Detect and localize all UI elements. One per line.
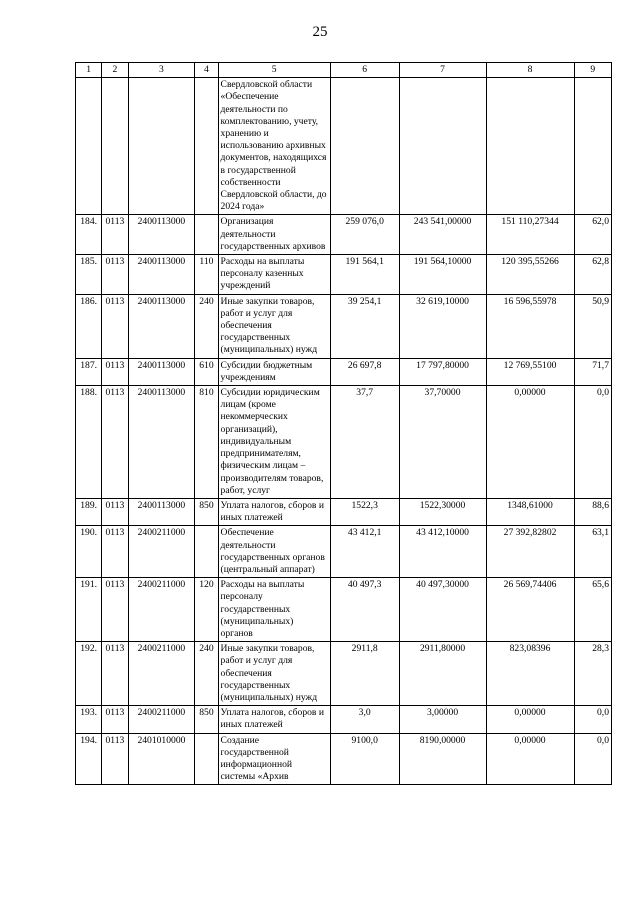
column-header: 8 [486, 63, 574, 78]
section-code-cell: 0113 [102, 255, 128, 295]
section-code-cell: 0113 [102, 358, 128, 385]
section-code-cell: 0113 [102, 526, 128, 578]
target-article-cell: 2401010000 [128, 733, 195, 785]
table-row [76, 706, 612, 733]
expense-type-cell: 610 [195, 358, 218, 385]
approved-amount-cell: 3,00000 [399, 706, 486, 733]
approved-amount-cell: 40 497,30000 [399, 578, 486, 642]
executed-amount-cell: 120 395,55266 [486, 255, 574, 295]
executed-amount-cell: 12 769,55100 [486, 358, 574, 385]
execution-percent-cell: 62,8 [574, 255, 611, 295]
planned-amount-cell: 1522,3 [330, 498, 399, 525]
expense-type-cell [195, 78, 218, 215]
target-article-cell: 2400113000 [128, 358, 195, 385]
row-number-cell: 192. [76, 642, 102, 706]
row-number-cell: 188. [76, 386, 102, 499]
row-number-cell: 189. [76, 498, 102, 525]
item-name-cell: Свердловской области «Обеспечение деятельности по комплектованию, учету, хранению и использованию архивных документов, находящихся в государственной собственности Свердловской области, до 2024 года» [218, 78, 330, 215]
target-article-cell: 2400113000 [128, 294, 195, 358]
execution-percent-cell: 50,9 [574, 294, 611, 358]
table-row [76, 526, 612, 578]
planned-amount-cell: 43 412,1 [330, 526, 399, 578]
budget-table [75, 62, 612, 785]
executed-amount-cell: 16 596,55978 [486, 294, 574, 358]
section-code-cell: 0113 [102, 215, 128, 255]
table-row [76, 578, 612, 642]
target-article-cell: 2400211000 [128, 526, 195, 578]
expense-type-cell [195, 733, 218, 785]
row-number-cell: 186. [76, 294, 102, 358]
expense-type-cell [195, 215, 218, 255]
planned-amount-cell: 40 497,3 [330, 578, 399, 642]
executed-amount-cell: 0,00000 [486, 733, 574, 785]
column-header: 6 [330, 63, 399, 78]
column-header: 7 [399, 63, 486, 78]
column-header: 4 [195, 63, 218, 78]
item-name-cell: Расходы на выплаты персоналу казенных учреждений [218, 255, 330, 295]
approved-amount-cell: 37,70000 [399, 386, 486, 499]
table-row [76, 642, 612, 706]
expense-type-cell [195, 526, 218, 578]
item-name-cell: Уплата налогов, сборов и иных платежей [218, 498, 330, 525]
item-name-cell: Уплата налогов, сборов и иных платежей [218, 706, 330, 733]
planned-amount-cell: 37,7 [330, 386, 399, 499]
execution-percent-cell: 62,0 [574, 215, 611, 255]
execution-percent-cell: 71,7 [574, 358, 611, 385]
row-number-cell: 187. [76, 358, 102, 385]
approved-amount-cell: 8190,00000 [399, 733, 486, 785]
row-number-cell: 185. [76, 255, 102, 295]
target-article-cell: 2400113000 [128, 386, 195, 499]
approved-amount-cell [399, 78, 486, 215]
row-number-cell: 191. [76, 578, 102, 642]
item-name-cell: Обеспечение деятельности государственных органов (центральный аппарат) [218, 526, 330, 578]
table-row [76, 78, 612, 215]
item-name-cell: Расходы на выплаты персоналу государственных (муниципальных) органов [218, 578, 330, 642]
executed-amount-cell: 0,00000 [486, 706, 574, 733]
target-article-cell [128, 78, 195, 215]
table-row [76, 255, 612, 295]
execution-percent-cell: 0,0 [574, 386, 611, 499]
planned-amount-cell: 191 564,1 [330, 255, 399, 295]
row-number-cell: 190. [76, 526, 102, 578]
expense-type-cell: 120 [195, 578, 218, 642]
table-row [76, 733, 612, 785]
item-name-cell: Организация деятельности государственных архивов [218, 215, 330, 255]
section-code-cell: 0113 [102, 642, 128, 706]
item-name-cell: Иные закупки товаров, работ и услуг для обеспечения государственных (муниципальных) нужд [218, 294, 330, 358]
item-name-cell: Создание государственной информационной системы «Архив [218, 733, 330, 785]
item-name-cell: Субсидии юридическим лицам (кроме некоммерческих организаций), индивидуальным предпринимателям, физическим лицам – производителям товаров, работ, услуг [218, 386, 330, 499]
item-name-cell: Субсидии бюджетным учреждениям [218, 358, 330, 385]
planned-amount-cell: 2911,8 [330, 642, 399, 706]
approved-amount-cell: 191 564,10000 [399, 255, 486, 295]
execution-percent-cell: 0,0 [574, 733, 611, 785]
approved-amount-cell: 2911,80000 [399, 642, 486, 706]
row-number-cell: 194. [76, 733, 102, 785]
planned-amount-cell [330, 78, 399, 215]
expense-type-cell: 240 [195, 642, 218, 706]
approved-amount-cell: 1522,30000 [399, 498, 486, 525]
table-row [76, 358, 612, 385]
approved-amount-cell: 17 797,80000 [399, 358, 486, 385]
section-code-cell: 0113 [102, 294, 128, 358]
planned-amount-cell: 3,0 [330, 706, 399, 733]
executed-amount-cell: 1348,61000 [486, 498, 574, 525]
execution-percent-cell: 0,0 [574, 706, 611, 733]
execution-percent-cell: 65,6 [574, 578, 611, 642]
executed-amount-cell: 27 392,82802 [486, 526, 574, 578]
section-code-cell: 0113 [102, 733, 128, 785]
table-header-row [76, 63, 612, 78]
planned-amount-cell: 26 697,8 [330, 358, 399, 385]
column-header: 1 [76, 63, 102, 78]
planned-amount-cell: 9100,0 [330, 733, 399, 785]
planned-amount-cell: 39 254,1 [330, 294, 399, 358]
approved-amount-cell: 243 541,00000 [399, 215, 486, 255]
item-name-cell: Иные закупки товаров, работ и услуг для обеспечения государственных (муниципальных) нужд [218, 642, 330, 706]
target-article-cell: 2400211000 [128, 578, 195, 642]
executed-amount-cell: 151 110,27344 [486, 215, 574, 255]
column-header: 2 [102, 63, 128, 78]
planned-amount-cell: 259 076,0 [330, 215, 399, 255]
expense-type-cell: 810 [195, 386, 218, 499]
executed-amount-cell: 0,00000 [486, 386, 574, 499]
expense-type-cell: 850 [195, 706, 218, 733]
row-number-cell: 184. [76, 215, 102, 255]
execution-percent-cell: 63,1 [574, 526, 611, 578]
execution-percent-cell [574, 78, 611, 215]
approved-amount-cell: 43 412,10000 [399, 526, 486, 578]
expense-type-cell: 110 [195, 255, 218, 295]
section-code-cell: 0113 [102, 706, 128, 733]
executed-amount-cell: 823,08396 [486, 642, 574, 706]
target-article-cell: 2400211000 [128, 642, 195, 706]
target-article-cell: 2400113000 [128, 498, 195, 525]
column-header: 3 [128, 63, 195, 78]
executed-amount-cell: 26 569,74406 [486, 578, 574, 642]
row-number-cell [76, 78, 102, 215]
execution-percent-cell: 28,3 [574, 642, 611, 706]
target-article-cell: 2400113000 [128, 255, 195, 295]
section-code-cell: 0113 [102, 578, 128, 642]
table-row [76, 215, 612, 255]
column-header: 5 [218, 63, 330, 78]
column-header: 9 [574, 63, 611, 78]
execution-percent-cell: 88,6 [574, 498, 611, 525]
expense-type-cell: 850 [195, 498, 218, 525]
page-number: 25 [312, 24, 328, 40]
section-code-cell: 0113 [102, 386, 128, 499]
table-row [76, 498, 612, 525]
section-code-cell: 0113 [102, 498, 128, 525]
section-code-cell [102, 78, 128, 215]
row-number-cell: 193. [76, 706, 102, 733]
expense-type-cell: 240 [195, 294, 218, 358]
target-article-cell: 2400113000 [128, 215, 195, 255]
table-row [76, 294, 612, 358]
target-article-cell: 2400211000 [128, 706, 195, 733]
table-row [76, 386, 612, 499]
executed-amount-cell [486, 78, 574, 215]
approved-amount-cell: 32 619,10000 [399, 294, 486, 358]
